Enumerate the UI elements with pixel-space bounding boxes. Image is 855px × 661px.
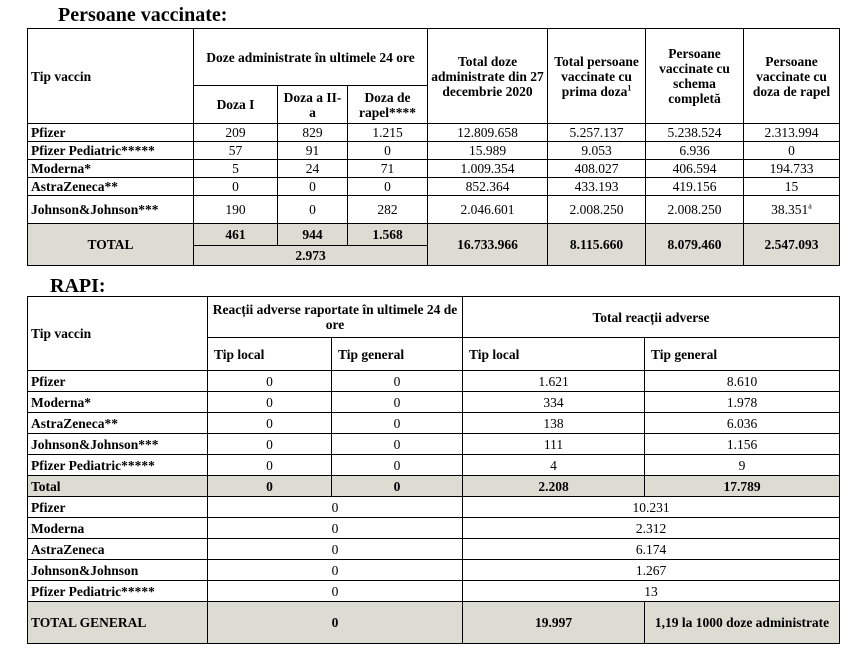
header-tip-vaccin: Tip vaccin bbox=[28, 297, 208, 371]
cell: 1.009.354 bbox=[428, 160, 548, 178]
cell: 1.267 bbox=[463, 560, 840, 581]
table-row bbox=[28, 497, 840, 518]
cell: 5 bbox=[194, 160, 278, 178]
table-row bbox=[28, 434, 840, 455]
header-reactions-24h: Reacții adverse raportate în ultimele 24 de ore bbox=[208, 297, 463, 338]
header-booster: Persoane vaccinate cu doza de rapel bbox=[744, 29, 840, 124]
cell: 0 bbox=[208, 392, 332, 413]
vaccine-name: Pfizer bbox=[28, 371, 208, 392]
vaccinated-table bbox=[27, 28, 840, 266]
cell: 0 bbox=[194, 178, 278, 196]
header-dose-booster: Doza de rapel**** bbox=[348, 86, 428, 124]
cell: 0 bbox=[332, 455, 463, 476]
cell: 13 bbox=[463, 581, 840, 602]
cell: 71 bbox=[348, 160, 428, 178]
cell: 0 bbox=[278, 178, 348, 196]
total-dose-1: 461 bbox=[194, 224, 278, 246]
cell: 0 bbox=[208, 518, 463, 539]
vaccine-name: Johnson&Johnson*** bbox=[28, 434, 208, 455]
table-row bbox=[28, 371, 840, 392]
table-row bbox=[28, 392, 840, 413]
cell: 852.364 bbox=[428, 178, 548, 196]
cell: 0 bbox=[208, 539, 463, 560]
header-full-schema: Persoane vaccinate cu schema completă bbox=[646, 29, 744, 124]
cell: 12.809.658 bbox=[428, 124, 548, 142]
cell: 408.027 bbox=[548, 160, 646, 178]
vaccine-name: Johnson&Johnson bbox=[28, 560, 208, 581]
cell: 5.257.137 bbox=[548, 124, 646, 142]
cell: 0 bbox=[208, 413, 332, 434]
cell: 2.312 bbox=[463, 518, 840, 539]
total-dose-2: 944 bbox=[278, 224, 348, 246]
total-row bbox=[28, 476, 840, 497]
cell: 0 bbox=[208, 476, 332, 497]
vaccine-name: Moderna bbox=[28, 518, 208, 539]
vaccine-name: AstraZeneca bbox=[28, 539, 208, 560]
cell: 8.610 bbox=[645, 371, 840, 392]
cell: 0 bbox=[332, 434, 463, 455]
table-row bbox=[28, 178, 840, 196]
cell: 6.174 bbox=[463, 539, 840, 560]
cell: 4 bbox=[463, 455, 645, 476]
header-general: Tip general bbox=[332, 338, 463, 371]
cell: 2.208 bbox=[463, 476, 645, 497]
cell: 0 bbox=[208, 560, 463, 581]
cell: 0 bbox=[208, 434, 332, 455]
header-tip-vaccin: Tip vaccin bbox=[28, 29, 194, 124]
total-24h-sum: 2.973 bbox=[194, 246, 428, 266]
cell: 2.046.601 bbox=[428, 196, 548, 224]
cell: 6.936 bbox=[646, 142, 744, 160]
total-full-schema: 8.079.460 bbox=[646, 224, 744, 266]
cell: 2.313.994 bbox=[744, 124, 840, 142]
vaccine-name: AstraZeneca** bbox=[28, 178, 194, 196]
cell: 15.989 bbox=[428, 142, 548, 160]
cell: 1.621 bbox=[463, 371, 645, 392]
total-general-reactions: 19.997 bbox=[463, 602, 645, 644]
cell: 0 bbox=[332, 392, 463, 413]
cell: 15 bbox=[744, 178, 840, 196]
header-total-reactions: Total reacții adverse bbox=[463, 297, 840, 338]
cell: 0 bbox=[348, 178, 428, 196]
cell: 1.215 bbox=[348, 124, 428, 142]
cell: 0 bbox=[744, 142, 840, 160]
cell: 419.156 bbox=[646, 178, 744, 196]
table-row bbox=[28, 518, 840, 539]
table-row bbox=[28, 581, 840, 602]
vaccine-name: AstraZeneca** bbox=[28, 413, 208, 434]
total-first-dose: 8.115.660 bbox=[548, 224, 646, 266]
cell: 334 bbox=[463, 392, 645, 413]
cell: 0 bbox=[278, 196, 348, 224]
cell: 24 bbox=[278, 160, 348, 178]
header-dose-1: Doza I bbox=[194, 86, 278, 124]
vaccine-name: Pfizer bbox=[28, 497, 208, 518]
cell: 190 bbox=[194, 196, 278, 224]
cell: 1.978 bbox=[645, 392, 840, 413]
header-local: Tip local bbox=[208, 338, 332, 371]
cell: 1.156 bbox=[645, 434, 840, 455]
cell: 0 bbox=[208, 455, 332, 476]
cell: 0 bbox=[332, 371, 463, 392]
table-row bbox=[28, 539, 840, 560]
cell: 2.008.250 bbox=[548, 196, 646, 224]
cell: 9 bbox=[645, 455, 840, 476]
rapi-title: RAPI: bbox=[50, 275, 106, 297]
total-general-rate: 1,19 la 1000 doze administrate bbox=[645, 602, 840, 644]
cell: 0 bbox=[332, 413, 463, 434]
cell: 57 bbox=[194, 142, 278, 160]
cell: 2.008.250 bbox=[646, 196, 744, 224]
vaccine-name: Moderna* bbox=[28, 392, 208, 413]
total-general-label: TOTAL GENERAL bbox=[28, 602, 208, 644]
total-booster: 2.547.093 bbox=[744, 224, 840, 266]
total-general-24h: 0 bbox=[208, 602, 463, 644]
total-doses: 16.733.966 bbox=[428, 224, 548, 266]
cell: 138 bbox=[463, 413, 645, 434]
cell: 5.238.524 bbox=[646, 124, 744, 142]
cell: 0 bbox=[348, 142, 428, 160]
vaccine-name: Pfizer Pediatric***** bbox=[28, 142, 194, 160]
table-row bbox=[28, 142, 840, 160]
cell: 6.036 bbox=[645, 413, 840, 434]
cell: 829 bbox=[278, 124, 348, 142]
cell: 282 bbox=[348, 196, 428, 224]
cell: 38.351$^a$ bbox=[744, 196, 840, 224]
cell: 209 bbox=[194, 124, 278, 142]
header-first-dose: Total persoane vaccinate cu prima doza$^1$ bbox=[548, 29, 646, 124]
cell: 111 bbox=[463, 434, 645, 455]
cell: 9.053 bbox=[548, 142, 646, 160]
total-label: TOTAL bbox=[28, 224, 194, 266]
cell: 0 bbox=[208, 581, 463, 602]
table-row bbox=[28, 413, 840, 434]
header-doses-24h: Doze administrate în ultimele 24 ore bbox=[194, 29, 428, 86]
cell: 10.231 bbox=[463, 497, 840, 518]
table-row bbox=[28, 560, 840, 581]
header-local-total: Tip local bbox=[463, 338, 645, 371]
table-row bbox=[28, 160, 840, 178]
table-row bbox=[28, 124, 840, 142]
cell: 0 bbox=[208, 497, 463, 518]
vaccine-name: Pfizer Pediatric***** bbox=[28, 581, 208, 602]
cell: 0 bbox=[208, 371, 332, 392]
rapi-table bbox=[27, 296, 840, 644]
cell: 406.594 bbox=[646, 160, 744, 178]
header-total-doses: Total doze administrate din 27 decembrie 2020 bbox=[428, 29, 548, 124]
table-row bbox=[28, 455, 840, 476]
header-dose-2: Doza a II-a bbox=[278, 86, 348, 124]
vaccine-name: Pfizer Pediatric***** bbox=[28, 455, 208, 476]
cell: 0 bbox=[332, 476, 463, 497]
vaccine-name: Moderna* bbox=[28, 160, 194, 178]
cell: 91 bbox=[278, 142, 348, 160]
cell: 433.193 bbox=[548, 178, 646, 196]
total-dose-booster: 1.568 bbox=[348, 224, 428, 246]
total-general-row bbox=[28, 602, 840, 644]
cell: 194.733 bbox=[744, 160, 840, 178]
total-label: Total bbox=[28, 476, 208, 497]
cell: 17.789 bbox=[645, 476, 840, 497]
table-row bbox=[28, 196, 840, 224]
total-row bbox=[28, 224, 840, 246]
vaccine-name: Johnson&Johnson*** bbox=[28, 196, 194, 224]
header-general-total: Tip general bbox=[645, 338, 840, 371]
vaccinated-title: Persoane vaccinate: bbox=[58, 4, 228, 26]
vaccine-name: Pfizer bbox=[28, 124, 194, 142]
